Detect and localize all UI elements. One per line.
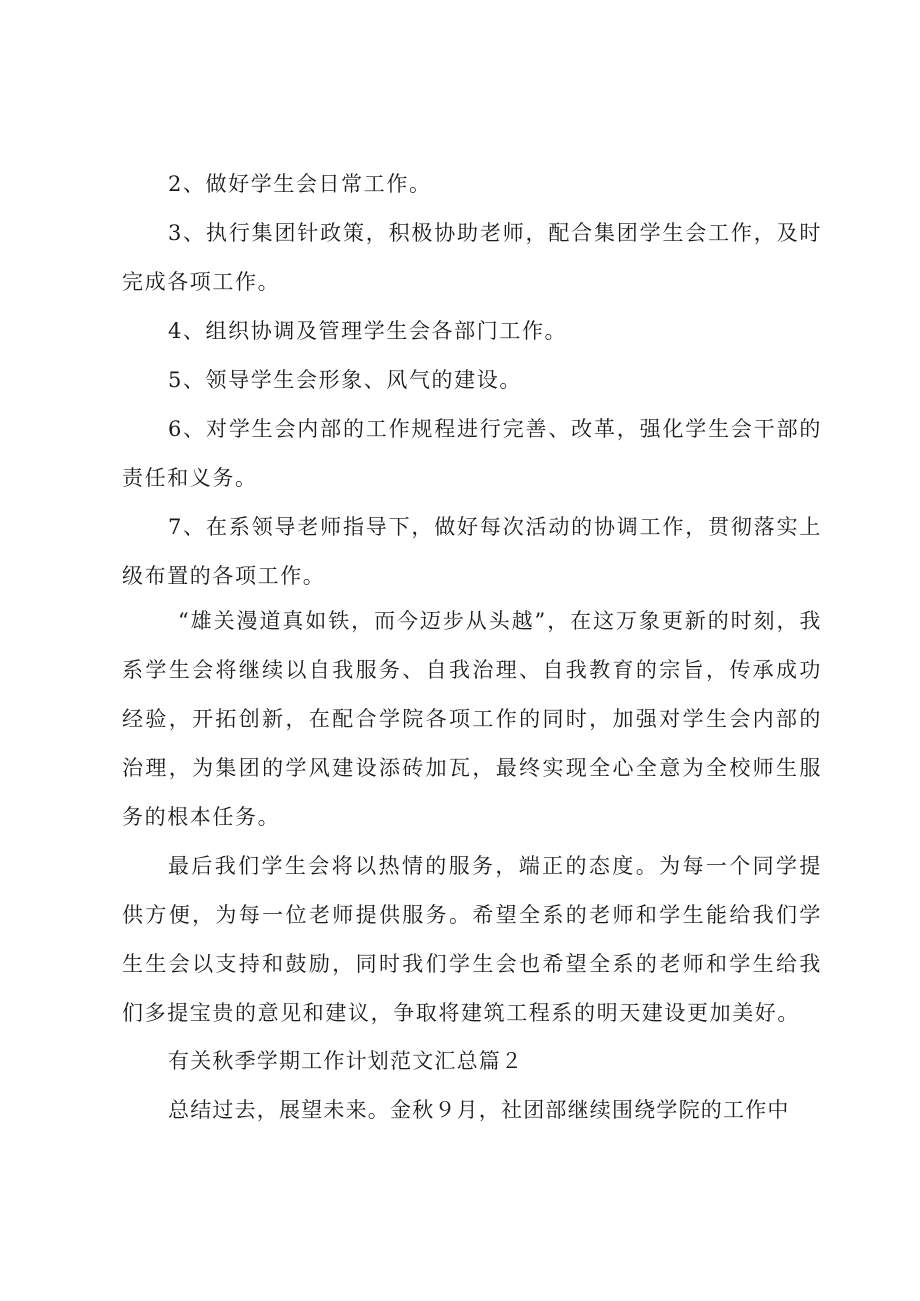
paragraph-closing: 最后我们学生会将以热情的服务，端正的态度。为每一个同学提供方便，为每一位老师提供服务。希望全系的老师和学生能给我们学生生会以支持和鼓励，同时我们学生会也希望全系的老师和学生给我们多提宝贵的意见和建议，争取将建筑工程系的明天建设更加美好。 — [122, 854, 822, 1025]
paragraph-item-7: 7、在系领导老师指导下，做好每次活动的协调工作，贯彻落实上级布置的各项工作。 — [122, 515, 822, 588]
paragraph-item-4: 4、组织协调及管理学生会各部门工作。 — [168, 319, 568, 343]
paragraph-item-2: 2、做好学生会日常工作。 — [168, 172, 432, 196]
paragraph-item-3: 3、执行集团针政策，积极协助老师，配合集团学生会工作，及时完成各项工作。 — [122, 221, 822, 294]
paragraph-final: 总结过去，展望未来。金秋９月，社团部继续围绕学院的工作中 — [168, 1098, 790, 1122]
paragraph-item-6: 6、对学生会内部的工作规程进行完善、改革，强化学生会干部的责任和义务。 — [122, 417, 822, 490]
paragraph-quote: “雄关漫道真如铁，而今迈步从头越”，在这万象更新的时刻，我系学生会将继续以自我服务、自我治理、自我教育的宗旨，传承成功经验，开拓创新，在配合学院各项工作的同时，加强对学生会内部的治理，为集团的学风建设添砖加瓦，最终实现全心全意为全校师生服务的根本任务。 — [122, 609, 822, 829]
paragraph-item-5: 5、领导学生会形象、风气的建设。 — [168, 368, 522, 392]
section-heading: 有关秋季学期工作计划范文汇总篇２ — [168, 1049, 524, 1073]
